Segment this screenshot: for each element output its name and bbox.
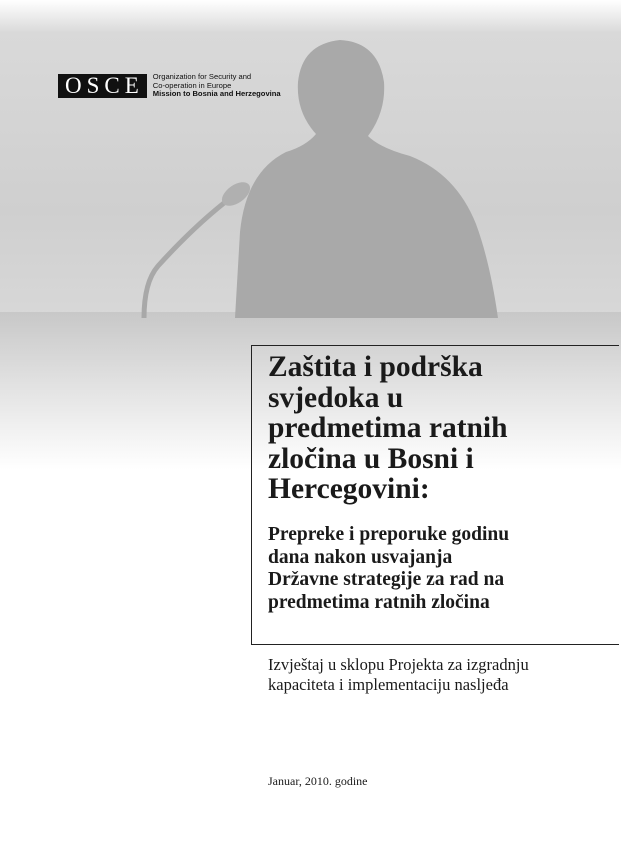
title-line: svjedoka u [268,381,404,414]
title-line: Zaštita i podrška [268,351,483,383]
osce-logo-mark: OSCE [58,74,147,98]
osce-logo [58,73,281,99]
project-line: kapaciteta i implementaciju nasljeđa [268,675,509,694]
osce-logo-line-3: Mission to Bosnia and Herzegovina [152,89,281,99]
subtitle-line: Prepreke i preporuke godinu [268,524,510,545]
osce-logo-line-1: Organization for Security and [152,72,252,82]
osce-logo-text [153,73,281,98]
subtitle-line: dana nakon usvajanja [268,546,453,568]
osce-logo-line-2: Co-operation in Europe [152,80,232,90]
subtitle-line: Državne strategije za rad na [268,569,505,590]
document-subtitle [268,524,618,614]
subtitle-line: predmetima ratnih zločina [268,591,490,613]
title-line: predmetima ratnih [268,412,508,444]
project-description [268,655,618,695]
publication-date: Januar, 2010. godine [268,774,368,788]
project-line: Izvještaj u sklopu Projekta za izgradnju [268,655,529,674]
title-line: zločina u Bosni i [268,442,474,475]
document-title [268,352,618,505]
title-line: Hercegovini: [268,473,430,505]
